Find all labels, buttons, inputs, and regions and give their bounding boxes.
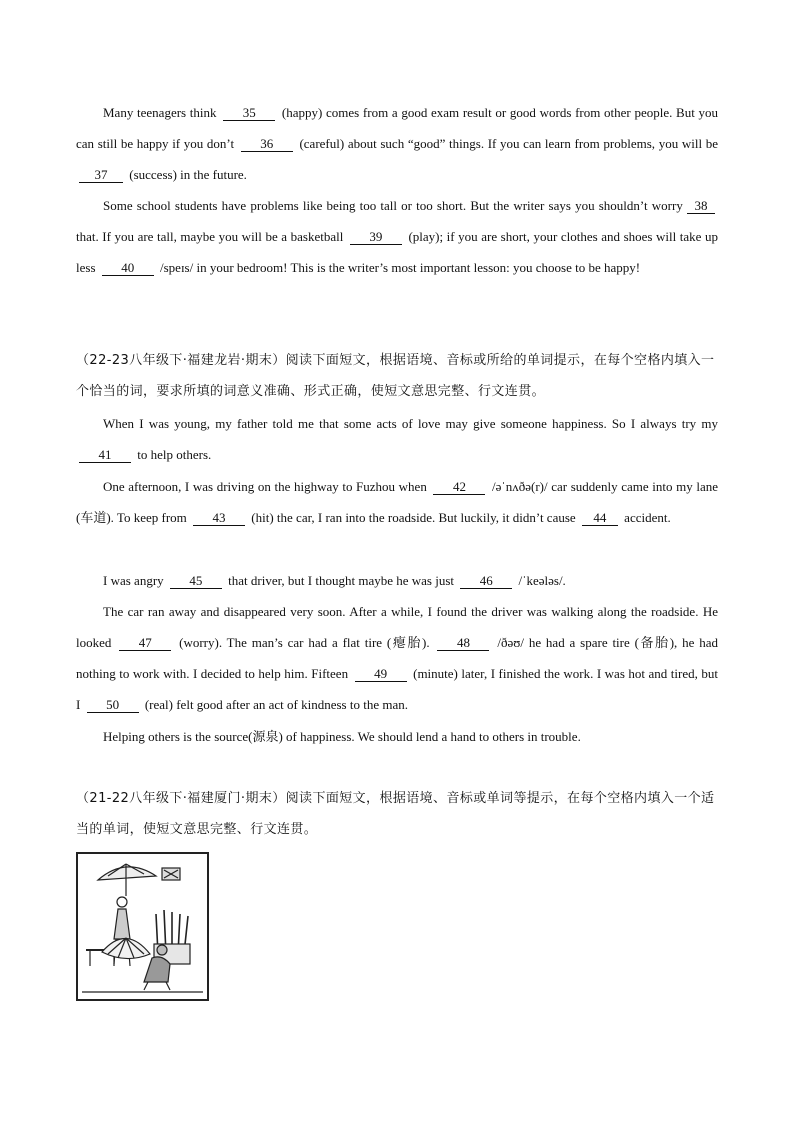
text: (play); if you are short, your clothes and shoes will take up less [76,229,719,275]
text: that driver, but I thought maybe he was just [228,573,455,588]
text: (worry). The man’s car had a flat tire (瘪胎). [179,635,430,650]
blank-40[interactable]: 40 [102,261,154,276]
section2-instructions: （22-23八年级下·福建龙岩·期末）阅读下面短文，根据语境、音标或所给的单词提示，在每个空格内填入一个恰当的词，要求所填的词意义准确、形式正确，使短文意思完整、行文连贯。 [76,353,715,399]
section2-paragraph2 [76,471,718,533]
blank-47[interactable]: 47 [119,636,171,651]
text: (careful) about such “good” things. If you can learn from problems, you will be [299,136,719,151]
blank-50[interactable]: 50 [87,698,139,713]
section2-paragraph1 [76,408,718,470]
text: /speɪs/ in your bedroom! This is the writer’s most important lesson: you choose to be happy! [160,260,641,275]
text: /ðəʊ/ he had a spare tire (备胎), he had nothing to work with. I decided to help him. Fifteen [76,635,719,681]
blank-45[interactable]: 45 [170,574,222,589]
text: to help others. [137,447,212,462]
text: (happy) comes from a good exam result or good words from other people. But you can still be happy if you don’t [76,105,718,151]
section2-paragraph3 [76,565,718,596]
text: Many teenagers think [103,105,217,120]
section3-instructions: （21-22八年级下·福建厦门·期末）阅读下面短文，根据语境、音标或单词等提示，在每个空格内填入一个适当的单词，使短文意思完整、行文连贯。 [76,791,715,837]
text: /ˈkeələs/. [518,573,566,588]
blank-49[interactable]: 49 [355,667,407,682]
blank-46[interactable]: 46 [460,574,512,589]
text: When I was young, my father told me that some acts of love may give someone happiness. So I always try my [103,416,718,431]
blank-39[interactable]: 39 [350,230,402,245]
text: (hit) the car, I ran into the roadside. But luckily, it didn’t cause [251,510,576,525]
blank-38[interactable]: 38 [687,199,715,214]
blank-35[interactable]: 35 [223,106,275,121]
blank-43[interactable]: 43 [193,511,245,526]
passage1-paragraph2 [76,190,718,283]
umbrella-maker-illustration [76,852,209,1001]
text: The car ran away and disappeared very soon. After a while, I found the driver was walking along the roadside. He looked [76,604,718,650]
text: accident. [624,510,671,525]
blank-44[interactable]: 44 [582,511,618,526]
text: I was angry [103,573,164,588]
text: (success) in the future. [129,167,247,182]
blank-36[interactable]: 36 [241,137,293,152]
text: (minute) later, I finished the work. I was hot and tired, but I [76,666,719,712]
text: One afternoon, I was driving on the highway to Fuzhou when [103,479,427,494]
blank-42[interactable]: 42 [433,480,485,495]
text: that. If you are tall, maybe you will be a basketball [76,229,344,244]
text: /əˈnʌðə(r)/ car suddenly came into my lane (车道). To keep from [76,479,718,525]
section2-paragraph4 [76,596,718,720]
umbrella-maker-icon [78,854,207,999]
text: Some school students have problems like being too tall or too short. But the writer says you shouldn’t worry [103,198,683,213]
text: Helping others is the source(源泉) of happiness. We should lend a hand to others in trouble. [103,729,581,744]
section2-paragraph5 [76,721,718,752]
passage1-paragraph1 [76,97,718,190]
blank-41[interactable]: 41 [79,448,131,463]
blank-48[interactable]: 48 [437,636,489,651]
text: (real) felt good after an act of kindness to the man. [144,697,408,712]
blank-37[interactable]: 37 [79,168,123,183]
